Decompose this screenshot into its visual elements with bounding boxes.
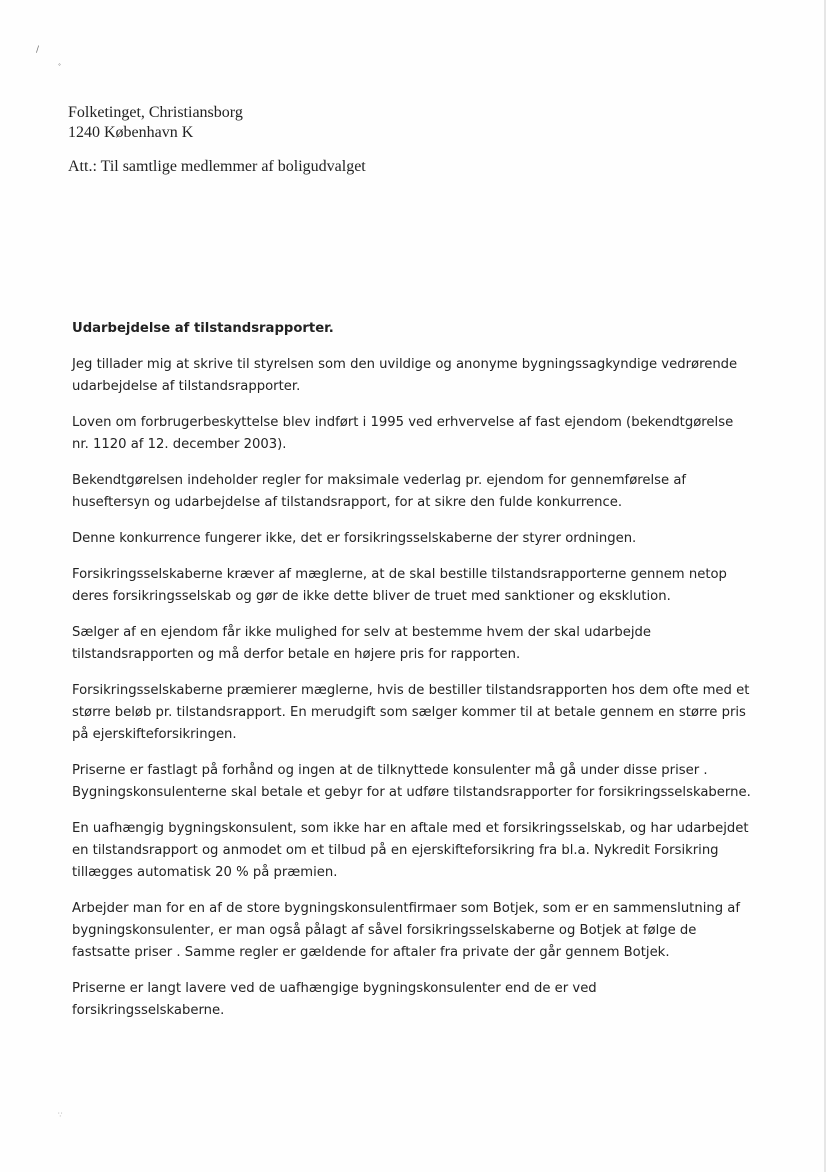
letter-heading: Udarbejdelse af tilstandsrapporter. [72,321,334,336]
address-line-2: 1240 København K [68,124,194,141]
paragraph: Sælger af en ejendom får ikke mulighed for selv at bestemme hvem der skal udarbejde tilstandsrapporten og må derfor betale en højere pris for rapporten. [72,625,651,662]
paragraph: Jeg tillader mig at skrive til styrelsen som den uvildige og anonyme bygningssagkyndige vedrørende udarbejdelse af tilstandsrapporter. [72,357,738,394]
paragraph: Priserne er langt lavere ved de uafhængige bygningskonsulenter end de er ved forsikringsselskaberne. [72,981,597,1018]
paragraph: Bekendtgørelsen indeholder regler for maksimale vederlag pr. ejendom for gennemførelse af huseftersyn og udarbejdelse af tilstandsrapport, for at sikre den fulde konkurrence. [72,473,687,510]
paragraph: Arbejder man for en af de store bygningskonsulentfirmaer som Botjek, som er en sammenslutning af bygningskonsulenter, er man også pålagt af såvel forsikringsselskaberne og Botjek at følge de fastsatte priser . Samme regler er gældende for aftaler fra private der går gennem Botjek. [72,901,741,960]
scan-speck: ° [58,63,61,70]
paragraph: En uafhængig bygningskonsulent, som ikke har en aftale med et forsikringsselskab, og har udarbejdet en tilstandsrapport og anmodet om et tilbud på en ejerskifteforsikring fra bl.a. Nykredit Forsikring tillægges automatisk 20 % på præmien. [72,821,749,880]
recipient-address [68,103,243,143]
letter-body [72,318,752,1036]
scan-speck: ∵ [58,1111,63,1119]
paragraph: Forsikringsselskaberne kræver af mæglerne, at de skal bestille tilstandsrapporterne gennem netop deres forsikringsselskab og gør de ikke dette bliver de truet med sanktioner og eksklution. [72,567,727,604]
paragraph: Priserne er fastlagt på forhånd og ingen at de tilknyttede konsulenter må gå under disse priser . Bygningskonsulenterne skal betale et gebyr for at udføre tilstandsrapporter for forsikringsselskaberne. [72,763,751,800]
attention-line: Att.: Til samtlige medlemmer af boligudvalget [68,158,366,175]
paragraph: Loven om forbrugerbeskyttelse blev indført i 1995 ved erhvervelse af fast ejendom (bekendtgørelse nr. 1120 af 12. december 2003). [72,415,734,452]
scan-speck: / [36,45,40,55]
paragraph: Forsikringsselskaberne præmierer mæglerne, hvis de bestiller tilstandsrapporten hos dem ofte med et større beløb pr. tilstandsrapport. En merudgift som sælger kommer til at betale gennem en større pris på ejerskifteforsikringen. [72,683,750,742]
paragraph: Denne konkurrence fungerer ikke, det er forsikringsselskaberne der styrer ordningen. [72,531,637,546]
address-line-1: Folketinget, Christiansborg [68,104,243,121]
